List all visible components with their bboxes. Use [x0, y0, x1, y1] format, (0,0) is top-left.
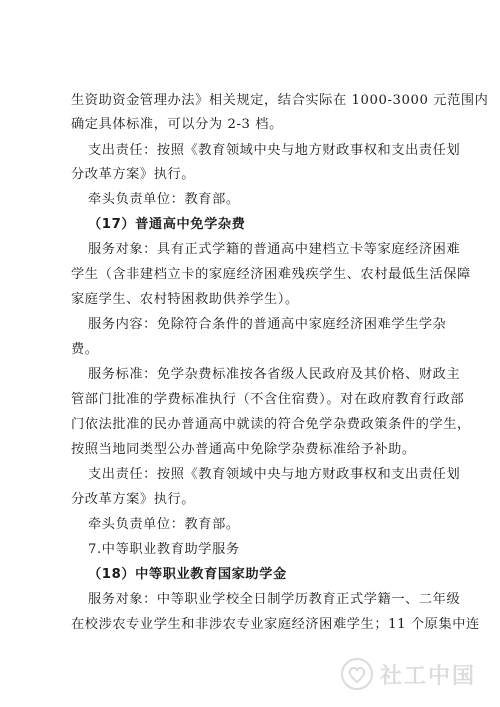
watermark-text: 社工中国 [380, 663, 477, 689]
text-line: 家庭学生、农村特困救助供养学生）。 [71, 292, 299, 307]
section-heading: （17）普通高中免学杂费 [88, 217, 246, 232]
watermark [340, 656, 490, 692]
text-line: 分改革方案》执行。 [71, 167, 196, 182]
text-line: 分改革方案》执行。 [71, 492, 196, 507]
text-line: 管部门批准的学费标准执行（不含住宿费）。对在政府教育行政部 [71, 392, 465, 407]
text-line: 支出责任：按照《教育领域中央与地方财政事权和支出责任划 [88, 467, 461, 482]
text-line: 服务标准：免学杂费标准按各省级人民政府及其价格、财政主 [88, 367, 461, 382]
text-line: 按照当地同类型公办普通高中免除学杂费标准给予补助。 [71, 442, 416, 457]
text-line: 支出责任：按照《教育领域中央与地方财政事权和支出责任划 [88, 143, 461, 158]
text-line: 生资助资金管理办法》相关规定，结合实际在 1000-3000 元范围内 [71, 93, 489, 108]
text-line: 牵头负责单位：教育部。 [88, 517, 240, 532]
text-line: 在校涉农专业学生和非涉农专业家庭经济困难学生；11 个原集中连 [71, 617, 480, 632]
text-line: 确定具体标准，可以分为 2-3 档。 [71, 117, 283, 132]
text-line: 服务对象：中等职业学校全日制学历教育正式学籍一、二年级 [88, 592, 461, 607]
text-line: 门依法批准的民办普通高中就读的符合免学杂费政策条件的学生， [71, 417, 471, 432]
text-line: 牵头负责单位：教育部。 [88, 192, 240, 207]
text-line: 费。 [71, 342, 99, 357]
heart-logo-icon [340, 657, 374, 691]
section-heading: （18）中等职业教育国家助学金 [88, 567, 287, 582]
text-line: 学生（含非建档立卡的家庭经济困难残疾学生、农村最低生活保障 [71, 267, 471, 282]
text-line: 服务对象：具有正式学籍的普通高中建档立卡等家庭经济困难 [88, 242, 461, 257]
subsection-heading: 7.中等职业教育助学服务 [88, 542, 240, 557]
text-line: 服务内容：免除符合条件的普通高中家庭经济困难学生学杂 [88, 317, 447, 332]
